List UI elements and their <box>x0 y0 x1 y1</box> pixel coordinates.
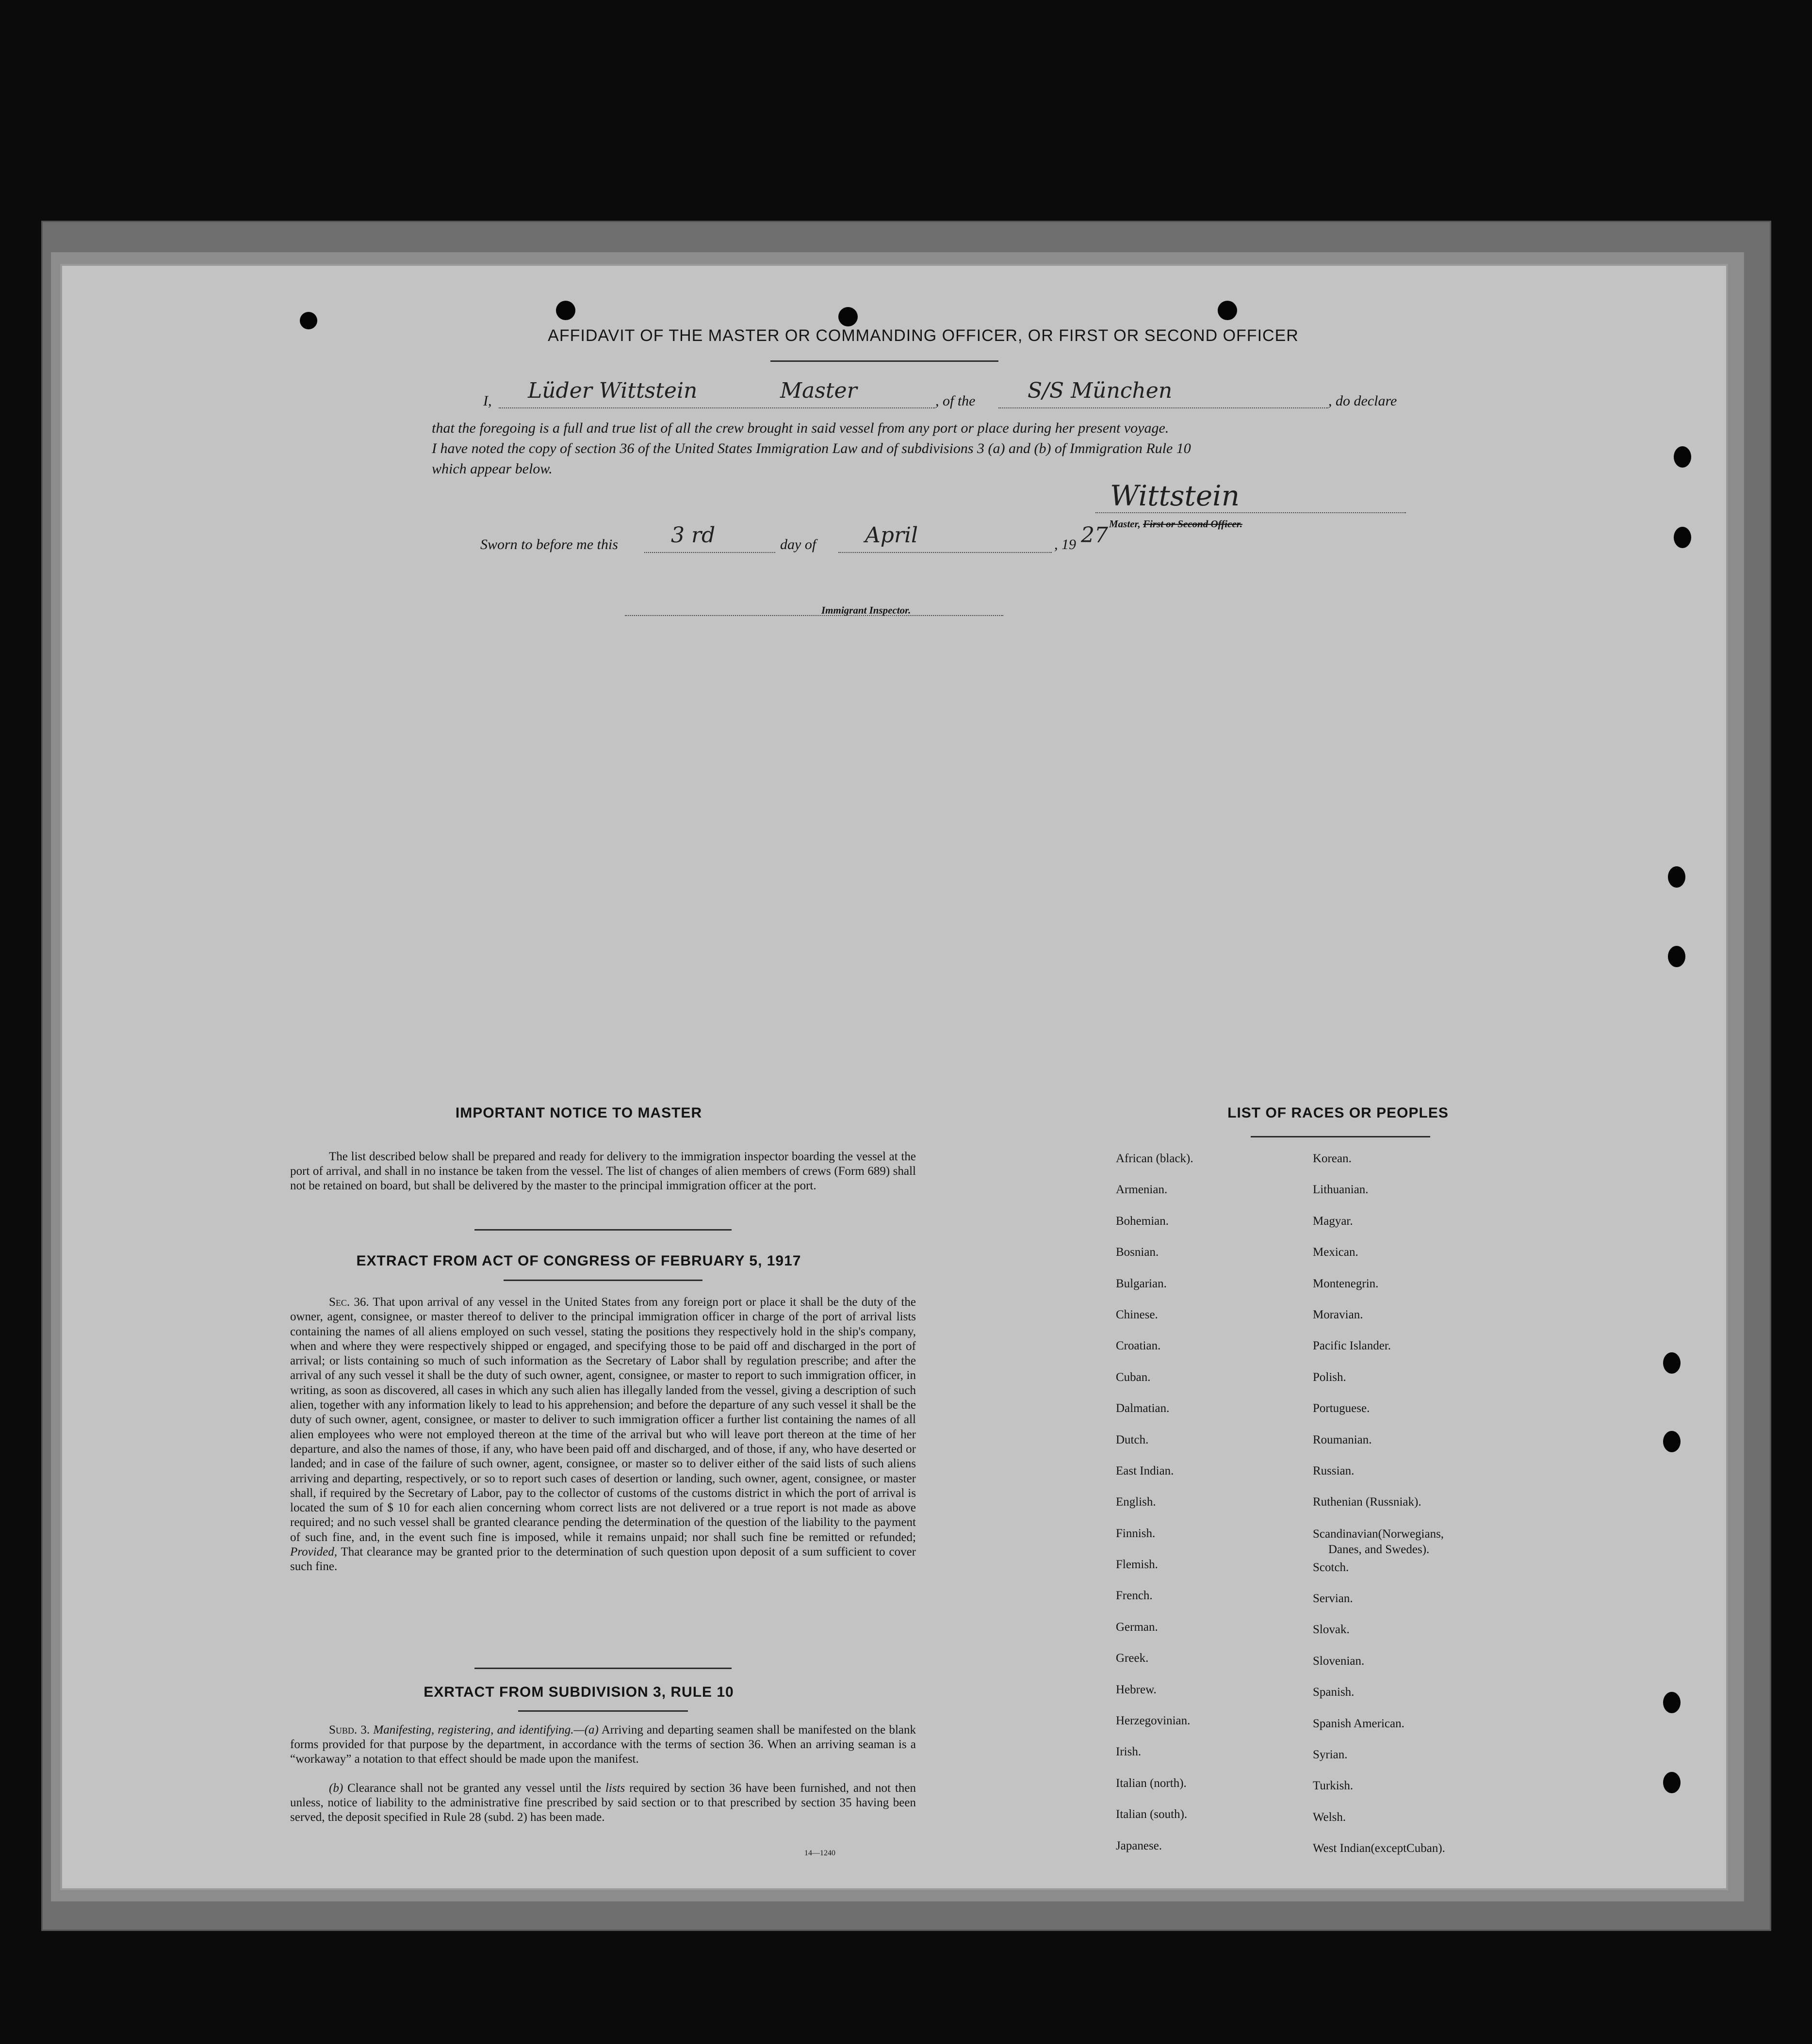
form-number: 14—1240 <box>804 1849 835 1857</box>
races-rule <box>1251 1136 1430 1137</box>
race-item: Mexican. <box>1313 1246 1358 1259</box>
race-item: Herzegovinian. <box>1116 1714 1191 1728</box>
race-item: Spanish American. <box>1313 1717 1404 1730</box>
races-right-column <box>1313 1152 1445 1873</box>
affidavit-line-4: which appear below. <box>432 461 553 477</box>
act-provided-label: Provided, <box>290 1545 337 1559</box>
race-item: Bulgarian. <box>1116 1277 1167 1290</box>
inspector-signature-line <box>625 596 1003 616</box>
race-item: Korean. <box>1313 1152 1352 1165</box>
race-item: East Indian. <box>1116 1464 1174 1477</box>
vessel-name-handwritten: S/S München <box>1028 378 1173 403</box>
punch-hole <box>1674 446 1691 468</box>
affidavit-title: AFFIDAVIT OF THE MASTER OR COMMANDING OFFICER, OR FIRST OR SECOND OFFICER <box>548 326 1299 345</box>
race-item: Montenegrin. <box>1313 1277 1379 1290</box>
sworn-day-handwritten: 3 rd <box>671 523 716 548</box>
rule-subd-title: Manifesting, registering, and identifying.—(a) <box>373 1723 599 1736</box>
act-rule <box>474 1668 732 1669</box>
master-signature: Wittstein <box>1110 479 1240 512</box>
races-heading: LIST OF RACES OR PEOPLES <box>1227 1105 1449 1121</box>
inspector-label: Immigrant Inspector. <box>821 604 911 616</box>
race-item: Chinese. <box>1116 1308 1158 1321</box>
race-item: Polish. <box>1313 1370 1346 1384</box>
race-item: Welsh. <box>1313 1810 1346 1824</box>
act-provided-text: That clearance may be granted prior to the determination of such question upon deposit of a sum sufficient to cover such fine. <box>290 1545 916 1574</box>
rule-b-label: (b) <box>329 1782 343 1795</box>
race-item: Bosnian. <box>1116 1246 1159 1259</box>
race-item: West Indian(exceptCuban). <box>1313 1842 1445 1855</box>
act-sec-label: Sec. 36. <box>329 1296 369 1309</box>
affidavit-i-label: I, <box>483 393 492 409</box>
rule-b-text-2: required by section 36 have been furnished, and not then unless, notice of liability to the administrative fine prescribed by said section or to that prescribed by section 35 having been served, the deposit specified in Rule 28 (subd. 2) has been made. <box>290 1782 916 1824</box>
sworn-label: Sworn to before me this <box>480 536 618 552</box>
act-heading-rule <box>504 1280 702 1281</box>
punch-hole <box>1663 1772 1681 1793</box>
act-extract-heading: EXTRACT FROM ACT OF CONGRESS OF FEBRUARY 5, 1917 <box>356 1253 801 1269</box>
day-of-label: day of <box>780 536 816 552</box>
signature-caption-struck: First or Second Officer. <box>1143 518 1242 530</box>
race-item: Servian. <box>1313 1592 1353 1606</box>
sworn-month-handwritten: April <box>865 523 918 548</box>
race-item: Flemish. <box>1116 1558 1158 1572</box>
race-item: German. <box>1116 1620 1158 1634</box>
master-rank-handwritten: Master <box>780 378 857 403</box>
act-body: That upon arrival of any vessel in the United States from any foreign port or place it shall be the duty of the owner, agent, consignee, or master thereof to deliver to the principal immigration officer in charge of the port of arrival lists containing the names of all aliens employed on such vessel, stating the positions they respectively hold in the ship's company, when and where they were respectively shipped or engaged, and specifying those to be paid off and discharged in the port of arrival; or lists containing so much of such information as the Secretary of Labor shall by regulation prescribe; and after the arrival of any such vessel it shall be the duty of such owner, agent, consignee, or master to report to such immigration officer, in writing, as soon as discovered, all cases in which any such alien has illegally landed from the vessel, giving a description of such alien, together with any information likely to lead to his apprehension; and before the departure of any such vessel it shall be the duty of such owner, agent, consignee, or master to deliver to such immigration officer a further list containing the names of all alien employees who were not employed thereon at the time of the arrival but who will leave port thereon at the time of her departure, and also the names of those, if any, who have been paid off and discharged, and of those, if any, who have deserted or landed; and in case of the failure of such owner, agent, consignee, or master so to deliver either of the said lists of such aliens arriving and departing, respectively, or so to report such cases of desertion or landing, such owner, agent, consignee, or master shall, if required by the Secretary of Labor, pay to the collector of customs of the customs district in which the port of arrival is located the sum of $ 10 for each alien concerning whom correct lists are not delivered or a true report is not made as above required; and no such vessel shall be granted clearance pending the determination of the question of the liability to the payment of such fine, and, in the event such fine is imposed, while it remains unpaid; nor shall such fine be remitted or refunded; <box>290 1296 916 1544</box>
race-item: Lithuanian. <box>1313 1183 1369 1197</box>
punch-hole <box>1663 1431 1681 1452</box>
race-item: Hebrew. <box>1116 1683 1157 1696</box>
race-item: Slovak. <box>1313 1623 1350 1637</box>
race-item: Roumanian. <box>1313 1433 1372 1446</box>
race-item: Slovenian. <box>1313 1654 1365 1668</box>
races-left-column <box>1116 1152 1193 1870</box>
of-the-label: , of the <box>935 393 976 409</box>
sworn-year-handwritten: 27 <box>1081 523 1108 548</box>
race-item: Italian (north). <box>1116 1776 1187 1790</box>
notice-text: The list described below shall be prepared and ready for delivery to the immigration inspector boarding the vessel at the port of arrival, and shall in no instance be taken from the vessel. The list of changes of alien members of crews (Form 689) shall not be retained on board, but shall be delivered by the master to the principal immigration officer at the port. <box>290 1150 916 1192</box>
race-item: Syrian. <box>1313 1748 1348 1762</box>
race-item: Russian. <box>1313 1464 1355 1477</box>
punch-hole <box>1668 866 1685 888</box>
punch-hole <box>1668 946 1685 967</box>
rule-subd-label: Subd. 3. <box>329 1723 370 1736</box>
act-extract-text <box>290 1295 916 1574</box>
year-prefix-label: , 19 <box>1054 536 1076 552</box>
affidavit-line-2: that the foregoing is a full and true list of all the crew brought in said vessel from any port or place during her present voyage. <box>432 420 1169 436</box>
rule-para-a-text: Arriving and departing seamen shall be manifested on the blank forms provided for that purpose by the department, in accordance with the terms of section 36. When an arriving seaman is a “workaway” a notation to that effect should be made upon the manifest. <box>290 1723 916 1766</box>
rule-b-lists: lists <box>605 1782 625 1795</box>
signature-caption-master: Master, <box>1109 518 1141 530</box>
race-item: Magyar. <box>1313 1214 1353 1228</box>
punch-hole <box>1663 1352 1681 1374</box>
manifest-page <box>62 266 1726 1888</box>
signature-caption <box>1109 518 1242 530</box>
race-item: Japanese. <box>1116 1839 1162 1852</box>
race-item: African (black). <box>1116 1152 1193 1165</box>
punch-hole <box>1218 301 1237 320</box>
notice-rule <box>474 1229 732 1231</box>
punch-hole <box>556 301 575 320</box>
punch-hole <box>1663 1692 1681 1713</box>
rule-extract-heading: EXRTACT FROM SUBDIVISION 3, RULE 10 <box>424 1684 734 1700</box>
race-item: Spanish. <box>1313 1686 1355 1699</box>
rule-heading-rule <box>518 1710 688 1712</box>
notice-heading: IMPORTANT NOTICE TO MASTER <box>455 1105 702 1121</box>
punch-hole <box>300 312 317 329</box>
do-declare-label: , do declare <box>1328 393 1397 409</box>
race-item: Dalmatian. <box>1116 1402 1170 1415</box>
punch-hole <box>838 307 858 326</box>
signature-line <box>1095 493 1406 513</box>
race-item-scandinavian: Scandinavian(Norwegians, <box>1313 1527 1444 1541</box>
punch-hole <box>1674 527 1691 548</box>
race-item-scandinavian-cont: Danes, and Swedes). <box>1328 1542 1430 1556</box>
race-item: Finnish. <box>1116 1526 1156 1540</box>
race-item: Cuban. <box>1116 1370 1151 1384</box>
rule-b-text-1: Clearance shall not be granted any vessel until the <box>347 1782 601 1795</box>
rule-para-b <box>290 1781 916 1825</box>
race-item: French. <box>1116 1589 1153 1603</box>
race-item: Armenian. <box>1116 1183 1168 1197</box>
race-item: Dutch. <box>1116 1433 1149 1446</box>
master-name-handwritten: Lüder Wittstein <box>528 378 698 403</box>
race-item: Pacific Islander. <box>1313 1339 1391 1353</box>
affidavit-line-3: I have noted the copy of section 36 of the United States Immigration Law and of subdivisions 3 (a) and (b) of Immigration Rule 10 <box>432 440 1191 456</box>
race-item <box>1313 1526 1445 1560</box>
race-item: Moravian. <box>1313 1308 1363 1321</box>
race-item: Greek. <box>1116 1652 1149 1665</box>
race-item: Ruthenian (Russniak). <box>1313 1495 1421 1509</box>
race-item: English. <box>1116 1495 1156 1509</box>
race-item: Scotch. <box>1313 1560 1349 1574</box>
rule-para-a <box>290 1723 916 1767</box>
race-item: Italian (south). <box>1116 1808 1188 1821</box>
race-item: Portuguese. <box>1313 1402 1370 1415</box>
title-rule <box>770 360 998 362</box>
race-item: Irish. <box>1116 1745 1142 1759</box>
race-item: Croatian. <box>1116 1339 1161 1353</box>
race-item: Bohemian. <box>1116 1214 1169 1228</box>
race-item: Turkish. <box>1313 1779 1354 1793</box>
